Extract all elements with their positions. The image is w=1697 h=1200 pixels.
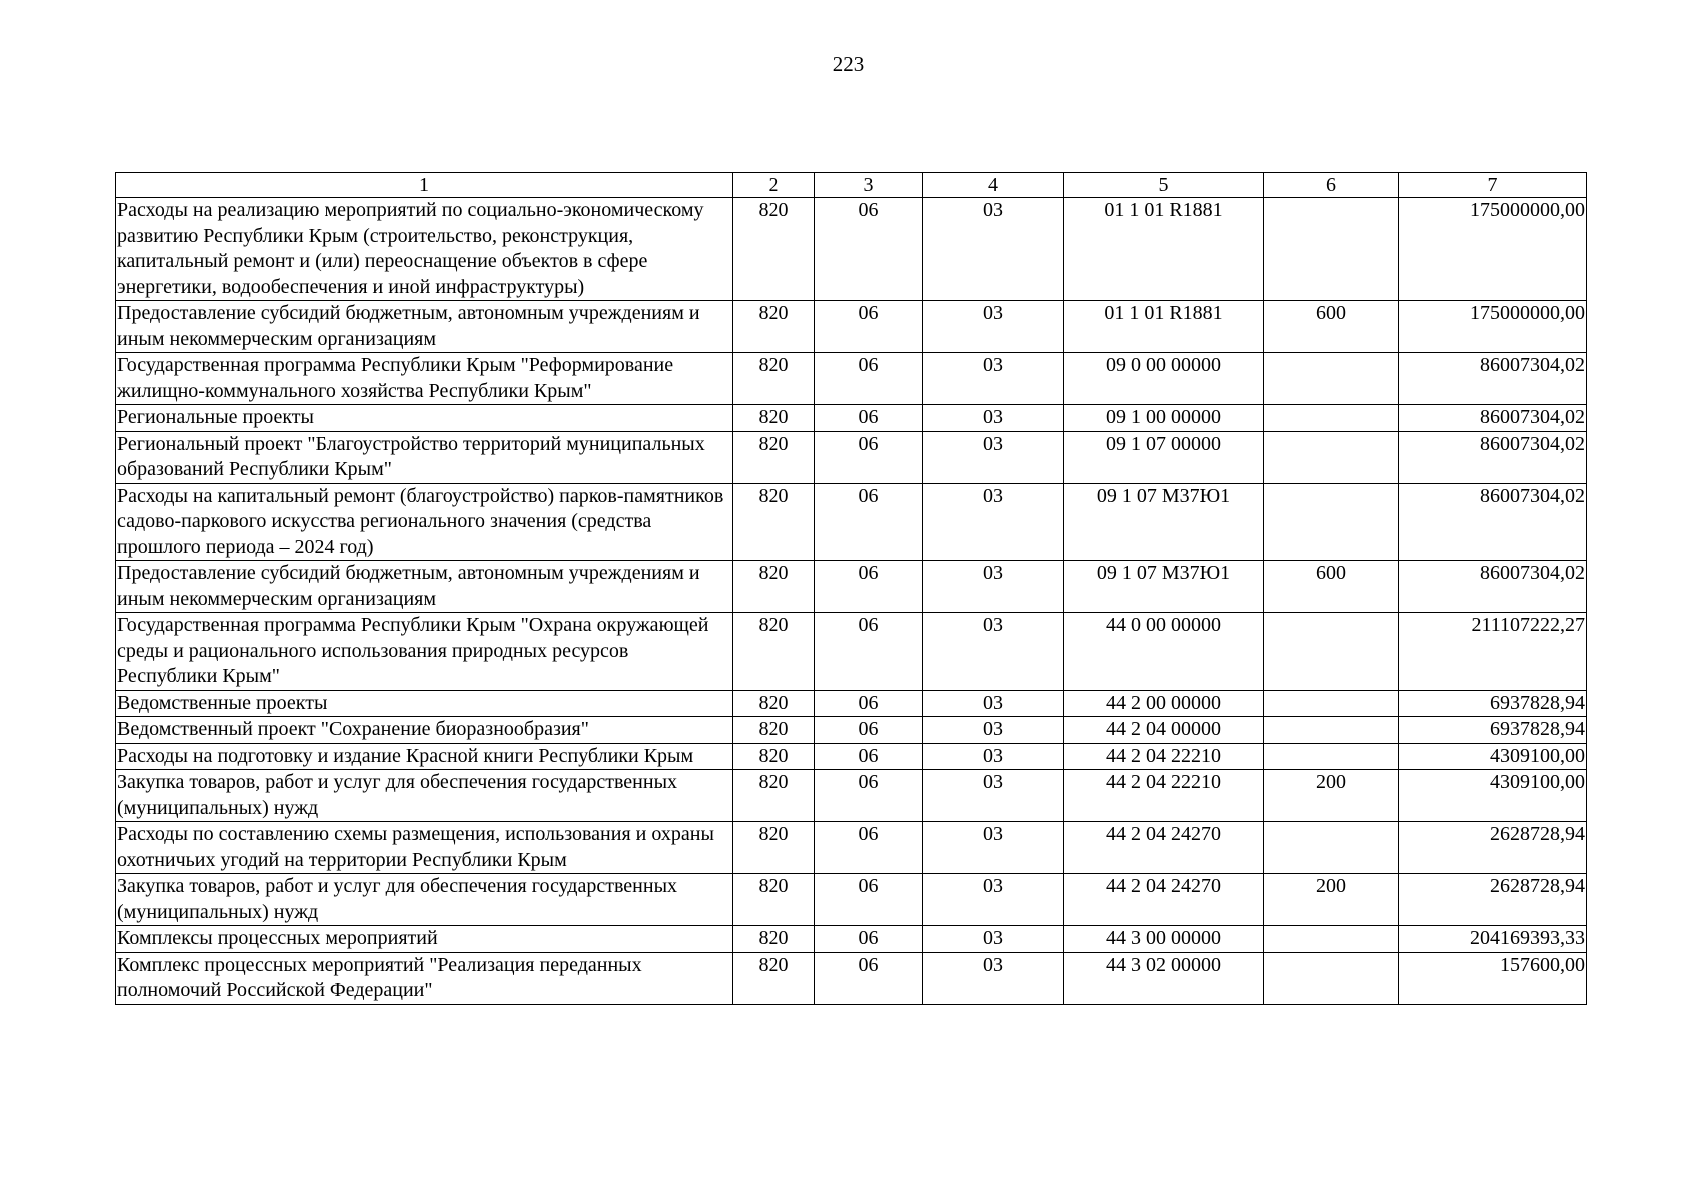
header-cell: 4 — [923, 173, 1064, 198]
amount-cell: 6937828,94 — [1399, 717, 1587, 744]
code-6-cell — [1264, 926, 1399, 953]
header-cell: 7 — [1399, 173, 1587, 198]
code-6-cell — [1264, 822, 1399, 874]
item-name-cell: Государственная программа Республики Крым "Охрана окружающей среды и рационального использования природных ресурсов Республики Крым" — [116, 613, 733, 691]
code-3-cell: 06 — [815, 353, 923, 405]
amount-cell: 175000000,00 — [1399, 198, 1587, 301]
code-2-cell: 820 — [733, 690, 815, 717]
code-6-cell — [1264, 353, 1399, 405]
code-5-cell: 44 2 04 24270 — [1064, 822, 1264, 874]
amount-cell: 86007304,02 — [1399, 431, 1587, 483]
code-6-cell — [1264, 952, 1399, 1004]
item-name-cell: Предоставление субсидий бюджетным, автономным учреждениям и иным некоммерческим организациям — [116, 561, 733, 613]
code-5-cell: 44 2 04 24270 — [1064, 874, 1264, 926]
code-2-cell: 820 — [733, 822, 815, 874]
code-2-cell: 820 — [733, 874, 815, 926]
amount-cell: 157600,00 — [1399, 952, 1587, 1004]
code-5-cell: 44 2 04 00000 — [1064, 717, 1264, 744]
code-2-cell: 820 — [733, 561, 815, 613]
code-3-cell: 06 — [815, 874, 923, 926]
code-2-cell: 820 — [733, 431, 815, 483]
item-name-cell: Закупка товаров, работ и услуг для обеспечения государственных (муниципальных) нужд — [116, 770, 733, 822]
code-3-cell: 06 — [815, 717, 923, 744]
code-4-cell: 03 — [923, 822, 1064, 874]
table-row — [116, 301, 1587, 353]
code-6-cell — [1264, 717, 1399, 744]
code-5-cell: 01 1 01 R1881 — [1064, 301, 1264, 353]
item-name-cell: Расходы на капитальный ремонт (благоустройство) парков-памятников садово-паркового искусства регионального значения (средства прошлого периода – 2024 год) — [116, 483, 733, 561]
code-3-cell: 06 — [815, 483, 923, 561]
code-3-cell: 06 — [815, 770, 923, 822]
code-3-cell: 06 — [815, 431, 923, 483]
code-3-cell: 06 — [815, 743, 923, 770]
budget-table — [115, 172, 1587, 1005]
table-row — [116, 822, 1587, 874]
item-name-cell: Комплексы процессных мероприятий — [116, 926, 733, 953]
table-row — [116, 431, 1587, 483]
code-4-cell: 03 — [923, 926, 1064, 953]
code-4-cell: 03 — [923, 717, 1064, 744]
code-2-cell: 820 — [733, 353, 815, 405]
code-6-cell — [1264, 690, 1399, 717]
code-6-cell — [1264, 483, 1399, 561]
code-4-cell: 03 — [923, 561, 1064, 613]
header-cell: 5 — [1064, 173, 1264, 198]
code-2-cell: 820 — [733, 483, 815, 561]
code-2-cell: 820 — [733, 743, 815, 770]
table-row — [116, 561, 1587, 613]
amount-cell: 86007304,02 — [1399, 353, 1587, 405]
code-5-cell: 44 2 04 22210 — [1064, 770, 1264, 822]
amount-cell: 86007304,02 — [1399, 405, 1587, 432]
code-4-cell: 03 — [923, 301, 1064, 353]
code-4-cell: 03 — [923, 952, 1064, 1004]
code-5-cell: 09 1 07 00000 — [1064, 431, 1264, 483]
table-body — [116, 198, 1587, 1005]
code-3-cell: 06 — [815, 301, 923, 353]
header-cell: 6 — [1264, 173, 1399, 198]
item-name-cell: Предоставление субсидий бюджетным, автономным учреждениям и иным некоммерческим организациям — [116, 301, 733, 353]
code-6-cell — [1264, 431, 1399, 483]
code-4-cell: 03 — [923, 743, 1064, 770]
table-row — [116, 483, 1587, 561]
amount-cell: 2628728,94 — [1399, 822, 1587, 874]
amount-cell: 204169393,33 — [1399, 926, 1587, 953]
table-row — [116, 405, 1587, 432]
code-5-cell: 44 3 02 00000 — [1064, 952, 1264, 1004]
code-5-cell: 09 1 07 M37Ю1 — [1064, 561, 1264, 613]
code-2-cell: 820 — [733, 952, 815, 1004]
code-3-cell: 06 — [815, 405, 923, 432]
code-5-cell: 01 1 01 R1881 — [1064, 198, 1264, 301]
table-row — [116, 353, 1587, 405]
code-4-cell: 03 — [923, 874, 1064, 926]
code-6-cell: 600 — [1264, 301, 1399, 353]
table-row — [116, 717, 1587, 744]
code-5-cell: 44 2 04 22210 — [1064, 743, 1264, 770]
table-row — [116, 952, 1587, 1004]
code-5-cell: 09 1 00 00000 — [1064, 405, 1264, 432]
code-3-cell: 06 — [815, 561, 923, 613]
table-row — [116, 874, 1587, 926]
item-name-cell: Ведомственный проект "Сохранение биоразнообразия" — [116, 717, 733, 744]
code-6-cell — [1264, 405, 1399, 432]
code-3-cell: 06 — [815, 613, 923, 691]
code-5-cell: 44 0 00 00000 — [1064, 613, 1264, 691]
table-row — [116, 690, 1587, 717]
code-4-cell: 03 — [923, 405, 1064, 432]
table-row — [116, 770, 1587, 822]
item-name-cell: Региональные проекты — [116, 405, 733, 432]
item-name-cell: Ведомственные проекты — [116, 690, 733, 717]
amount-cell: 2628728,94 — [1399, 874, 1587, 926]
amount-cell: 86007304,02 — [1399, 483, 1587, 561]
code-2-cell: 820 — [733, 405, 815, 432]
code-2-cell: 820 — [733, 717, 815, 744]
code-2-cell: 820 — [733, 926, 815, 953]
code-2-cell: 820 — [733, 770, 815, 822]
amount-cell: 211107222,27 — [1399, 613, 1587, 691]
amount-cell: 4309100,00 — [1399, 743, 1587, 770]
code-6-cell: 600 — [1264, 561, 1399, 613]
code-3-cell: 06 — [815, 822, 923, 874]
code-5-cell: 44 3 00 00000 — [1064, 926, 1264, 953]
table-row — [116, 743, 1587, 770]
code-3-cell: 06 — [815, 926, 923, 953]
code-4-cell: 03 — [923, 198, 1064, 301]
amount-cell: 86007304,02 — [1399, 561, 1587, 613]
item-name-cell: Закупка товаров, работ и услуг для обеспечения государственных (муниципальных) нужд — [116, 874, 733, 926]
code-6-cell: 200 — [1264, 874, 1399, 926]
code-5-cell: 09 0 00 00000 — [1064, 353, 1264, 405]
code-2-cell: 820 — [733, 613, 815, 691]
item-name-cell: Региональный проект "Благоустройство территорий муниципальных образований Республики Крым" — [116, 431, 733, 483]
item-name-cell: Комплекс процессных мероприятий "Реализация переданных полномочий Российской Федерации" — [116, 952, 733, 1004]
code-5-cell: 44 2 00 00000 — [1064, 690, 1264, 717]
code-4-cell: 03 — [923, 353, 1064, 405]
code-5-cell: 09 1 07 M37Ю1 — [1064, 483, 1264, 561]
code-6-cell — [1264, 613, 1399, 691]
header-cell: 1 — [116, 173, 733, 198]
code-3-cell: 06 — [815, 690, 923, 717]
header-row — [116, 173, 1587, 198]
code-4-cell: 03 — [923, 770, 1064, 822]
amount-cell: 6937828,94 — [1399, 690, 1587, 717]
page-number: 223 — [832, 52, 865, 76]
code-2-cell: 820 — [733, 301, 815, 353]
code-6-cell: 200 — [1264, 770, 1399, 822]
amount-cell: 175000000,00 — [1399, 301, 1587, 353]
code-2-cell: 820 — [733, 198, 815, 301]
header-cell: 2 — [733, 173, 815, 198]
code-4-cell: 03 — [923, 483, 1064, 561]
item-name-cell: Расходы на реализацию мероприятий по социально-экономическому развитию Республики Крым (строительство, реконструкция, капитальный ремонт и (или) переоснащение объектов в сфере энергетики, водообеспечения и иной инфраструктуры) — [116, 198, 733, 301]
table-row — [116, 926, 1587, 953]
code-4-cell: 03 — [923, 690, 1064, 717]
item-name-cell: Расходы по составлению схемы размещения, использования и охраны охотничьих угодий на территории Республики Крым — [116, 822, 733, 874]
code-6-cell — [1264, 743, 1399, 770]
amount-cell: 4309100,00 — [1399, 770, 1587, 822]
code-6-cell — [1264, 198, 1399, 301]
code-3-cell: 06 — [815, 198, 923, 301]
table-row — [116, 613, 1587, 691]
code-4-cell: 03 — [923, 613, 1064, 691]
code-3-cell: 06 — [815, 952, 923, 1004]
item-name-cell: Государственная программа Республики Крым "Реформирование жилищно-коммунального хозяйства Республики Крым" — [116, 353, 733, 405]
header-cell: 3 — [815, 173, 923, 198]
table-row — [116, 198, 1587, 301]
item-name-cell: Расходы на подготовку и издание Красной книги Республики Крым — [116, 743, 733, 770]
code-4-cell: 03 — [923, 431, 1064, 483]
